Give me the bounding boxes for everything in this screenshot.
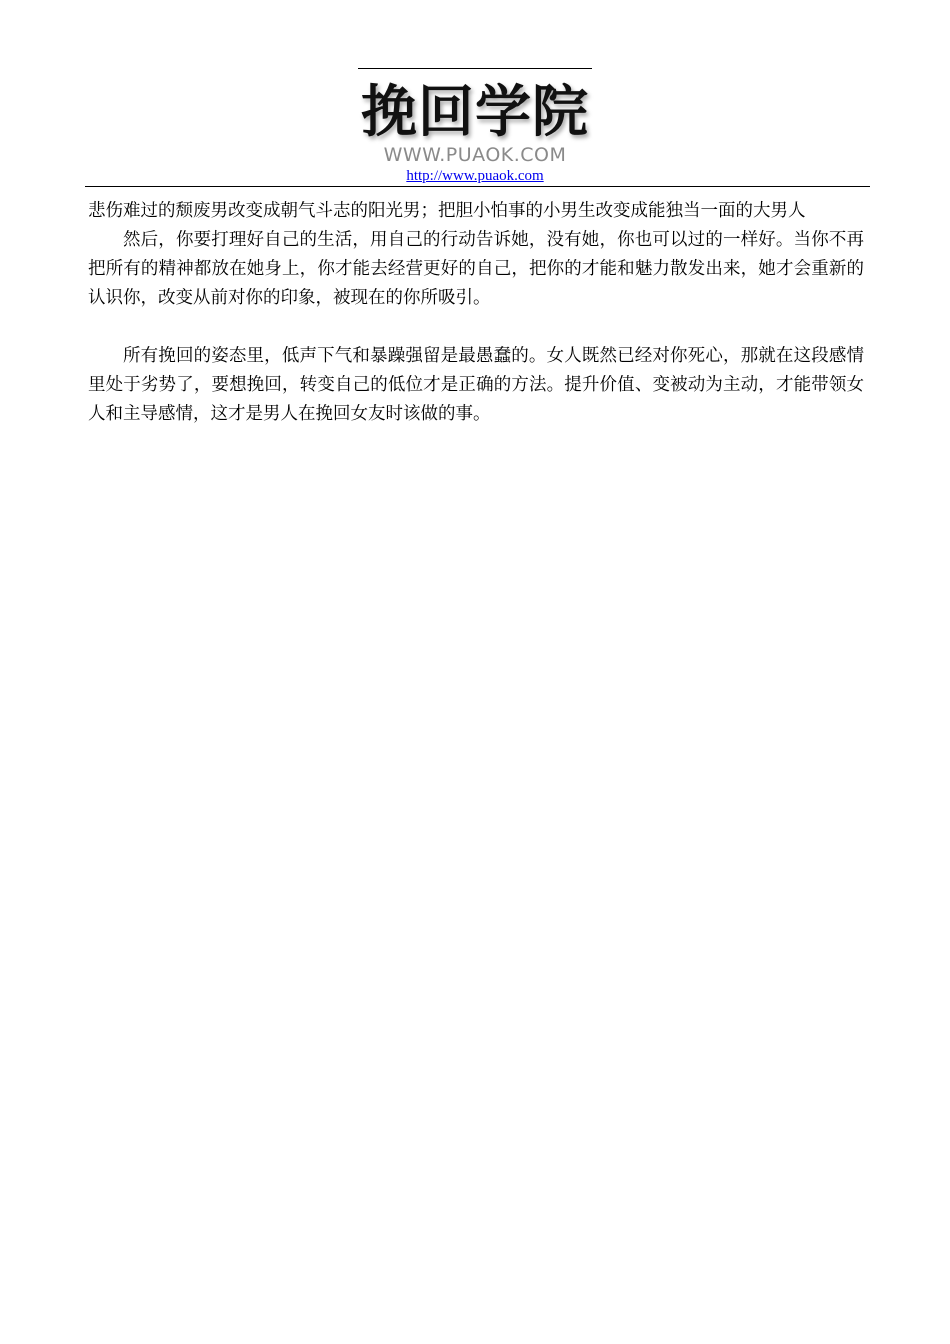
- header-top-divider: [358, 68, 592, 69]
- site-url: [358, 166, 592, 186]
- paragraph: 悲伤难过的颓废男改变成朝气斗志的阳光男；把胆小怕事的小男生改变成能独当一面的大男人: [88, 201, 806, 221]
- header-bottom-divider: [85, 186, 870, 187]
- paragraph: 所有挽回的姿态里，低声下气和暴躁强留是最愚蠢的。女人既然已经对你死心，那就在这段感情里处于劣势了，要想挽回，转变自己的低位才是正确的方法。提升价值、变被动为主动，才能带领女人和主导感情，这才是男人在挽回女友时该做的事。: [88, 346, 864, 424]
- paragraph-spacer: [88, 313, 864, 342]
- document-body: [88, 197, 864, 429]
- site-url-link[interactable]: http://www.puaok.com: [406, 168, 544, 184]
- site-logo-domain: WWW.PUAOK.COM: [383, 144, 567, 166]
- paragraph: 然后，你要打理好自己的生活，用自己的行动告诉她，没有她，你也可以过的一样好。当你不再把所有的精神都放在她身上，你才能去经营更好的自己，把你的才能和魅力散发出来，她才会重新的认识你，改变从前对你的印象，被现在的你所吸引。: [88, 230, 864, 308]
- site-logo: 挽回学院: [361, 80, 589, 145]
